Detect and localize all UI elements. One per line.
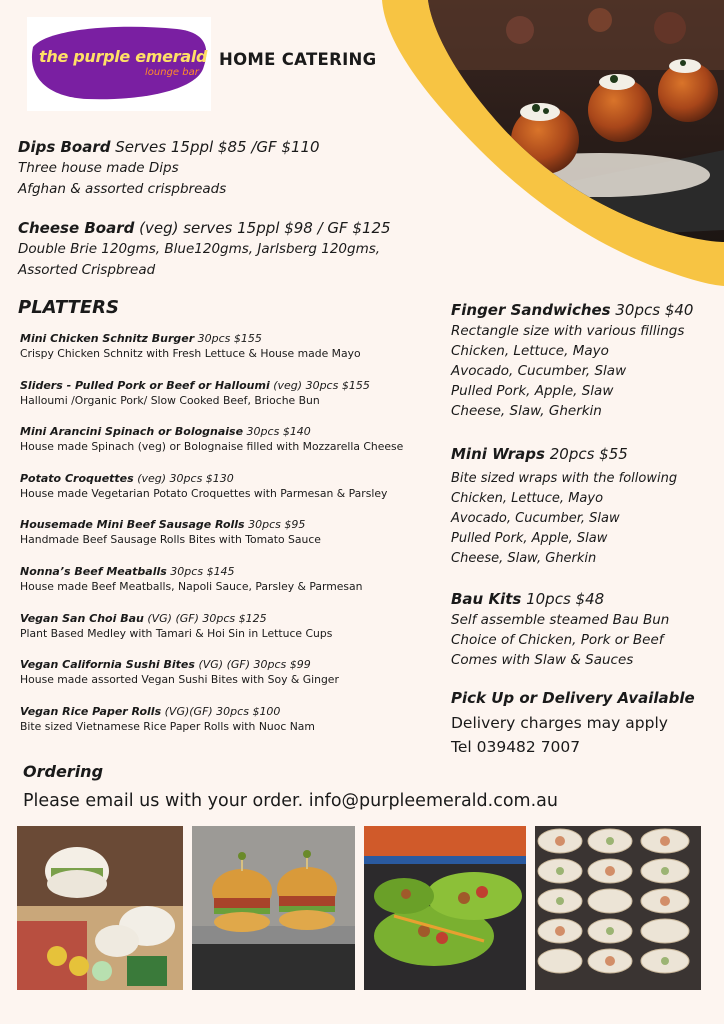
platter-detail: (VG)(GF) 30pcs $100 — [161, 704, 281, 718]
finger-sandwiches-line: Pulled Pork, Apple, Slaw — [451, 383, 614, 399]
platters-list — [20, 331, 440, 750]
platter-name: Vegan California Sushi Bites — [20, 658, 195, 672]
logo-sub-text: lounge bar — [145, 67, 199, 78]
platter-desc: Handmade Beef Sausage Rolls Bites with Tomato Sauce — [20, 533, 321, 547]
dips-board-name: Dips Board — [18, 138, 111, 156]
san-choi-bau-photo — [364, 826, 526, 990]
list-item — [20, 704, 440, 751]
dips-board-line: Three house made Dips — [18, 160, 179, 176]
dips-board-line: Afghan & assorted crispbreads — [18, 181, 227, 197]
wraps-photo — [535, 826, 701, 990]
platter-name: Nonna’s Beef Meatballs — [20, 564, 167, 578]
mini-wraps-section — [451, 443, 716, 569]
bau-kits-line: Comes with Slaw & Sauces — [451, 652, 634, 668]
bau-kits-name: Bau Kits — [451, 590, 522, 608]
platter-detail: 30pcs $145 — [166, 564, 235, 578]
list-item — [20, 611, 440, 658]
cheese-board-line: Assorted Crispbread — [18, 262, 156, 278]
platter-name: Mini Chicken Schnitz Burger — [20, 332, 195, 345]
list-item — [20, 517, 440, 564]
platter-name: Potato Croquettes — [20, 471, 134, 485]
ordering-text: Please email us with your order. info@purpleemerald.com.au — [23, 791, 558, 811]
list-item — [20, 331, 440, 378]
platter-desc: Halloumi /Organic Pork/ Slow Cooked Beef, Brioche Bun — [20, 393, 320, 407]
phone-number: Tel 039482 7007 — [451, 738, 581, 756]
bau-kits-line: Self assemble steamed Bau Bun — [451, 612, 670, 628]
dips-board-detail: Serves 15ppl $85 /GF $110 — [110, 138, 320, 156]
platter-name: Mini Arancini Spinach or Bolognaise — [20, 425, 244, 439]
list-item — [20, 471, 440, 518]
mini-wraps-line: Cheese, Slaw, Gherkin — [451, 551, 597, 566]
bau-kits-section — [451, 588, 716, 670]
platter-desc: Plant Based Medley with Tamari & Hoi Sin in Lettuce Cups — [20, 626, 333, 640]
cheese-board — [18, 218, 391, 281]
platter-desc: House made Beef Meatballs, Napoli Sauce, Parsley & Parmesan — [20, 579, 363, 593]
finger-sandwiches-line: Cheese, Slaw, Gherkin — [451, 403, 602, 419]
list-item — [20, 378, 440, 425]
platter-desc: House made Spinach (veg) or Bolognaise filled with Mozzarella Cheese — [20, 440, 404, 454]
platter-name: Housemade Mini Beef Sausage Rolls — [20, 518, 245, 532]
mini-wraps-line: Pulled Pork, Apple, Slaw — [451, 531, 608, 546]
platter-detail: 30pcs $155 — [194, 332, 262, 345]
platter-detail: 30pcs $95 — [244, 518, 306, 532]
platter-detail: (VG) (GF) 30pcs $99 — [194, 658, 311, 672]
mini-wraps-detail: 20pcs $55 — [544, 445, 628, 463]
platter-detail: (veg) 30pcs $155 — [269, 378, 370, 392]
platter-desc: House made assorted Vegan Sushi Bites with Soy & Ginger — [20, 673, 339, 687]
platter-name: Vegan San Choi Bau — [20, 611, 144, 625]
ordering-heading: Ordering — [23, 762, 104, 781]
mini-wraps-line: Avocado, Cucumber, Slaw — [451, 511, 620, 526]
bau-kits-line: Choice of Chicken, Pork or Beef — [451, 632, 664, 648]
finger-sandwiches-detail: 30pcs $40 — [610, 301, 694, 319]
delivery-note: Delivery charges may apply — [451, 714, 668, 732]
finger-sandwiches-section — [451, 299, 716, 421]
finger-sandwiches-line: Chicken, Lettuce, Mayo — [451, 343, 609, 359]
list-item — [20, 424, 440, 471]
brand-logo — [27, 17, 211, 111]
cheese-board-name: Cheese Board — [18, 219, 135, 237]
platter-detail: 30pcs $140 — [243, 425, 311, 439]
cheese-board-line: Double Brie 120gms, Blue120gms, Jarlsberg 120gms, — [18, 241, 381, 257]
mini-wraps-line: Chicken, Lettuce, Mayo — [451, 491, 604, 506]
mini-wraps-line: Bite sized wraps with the following — [451, 471, 678, 486]
dips-board — [18, 137, 320, 200]
logo-main-text: the purple emerald — [39, 47, 208, 66]
finger-sandwiches-name: Finger Sandwiches — [451, 301, 611, 319]
page-title: HOME CATERING — [219, 50, 377, 69]
platter-name: Sliders - Pulled Pork or Beef or Halloumi — [20, 378, 270, 392]
cheese-board-detail: (veg) serves 15ppl $98 / GF $125 — [134, 219, 391, 237]
platter-desc: House made Vegetarian Potato Croquettes with Parmesan & Parsley — [20, 486, 388, 500]
bau-kit-photo — [17, 826, 183, 990]
mini-wraps-name: Mini Wraps — [451, 445, 545, 463]
platter-detail: (VG) (GF) 30pcs $125 — [143, 611, 267, 625]
finger-sandwiches-line: Rectangle size with various fillings — [451, 323, 685, 339]
sliders-photo — [192, 826, 355, 990]
finger-sandwiches-line: Avocado, Cucumber, Slaw — [451, 363, 627, 379]
platter-name: Vegan Rice Paper Rolls — [20, 704, 162, 718]
platter-detail: (veg) 30pcs $130 — [133, 471, 234, 485]
list-item — [20, 657, 440, 704]
platters-heading: PLATTERS — [18, 297, 119, 318]
bau-kits-detail: 10pcs $48 — [521, 590, 605, 608]
pickup-heading: Pick Up or Delivery Available — [451, 689, 695, 707]
platter-desc: Bite sized Vietnamese Rice Paper Rolls with Nuoc Nam — [20, 719, 315, 733]
list-item — [20, 564, 440, 611]
platter-desc: Crispy Chicken Schnitz with Fresh Lettuce & House made Mayo — [20, 347, 361, 360]
